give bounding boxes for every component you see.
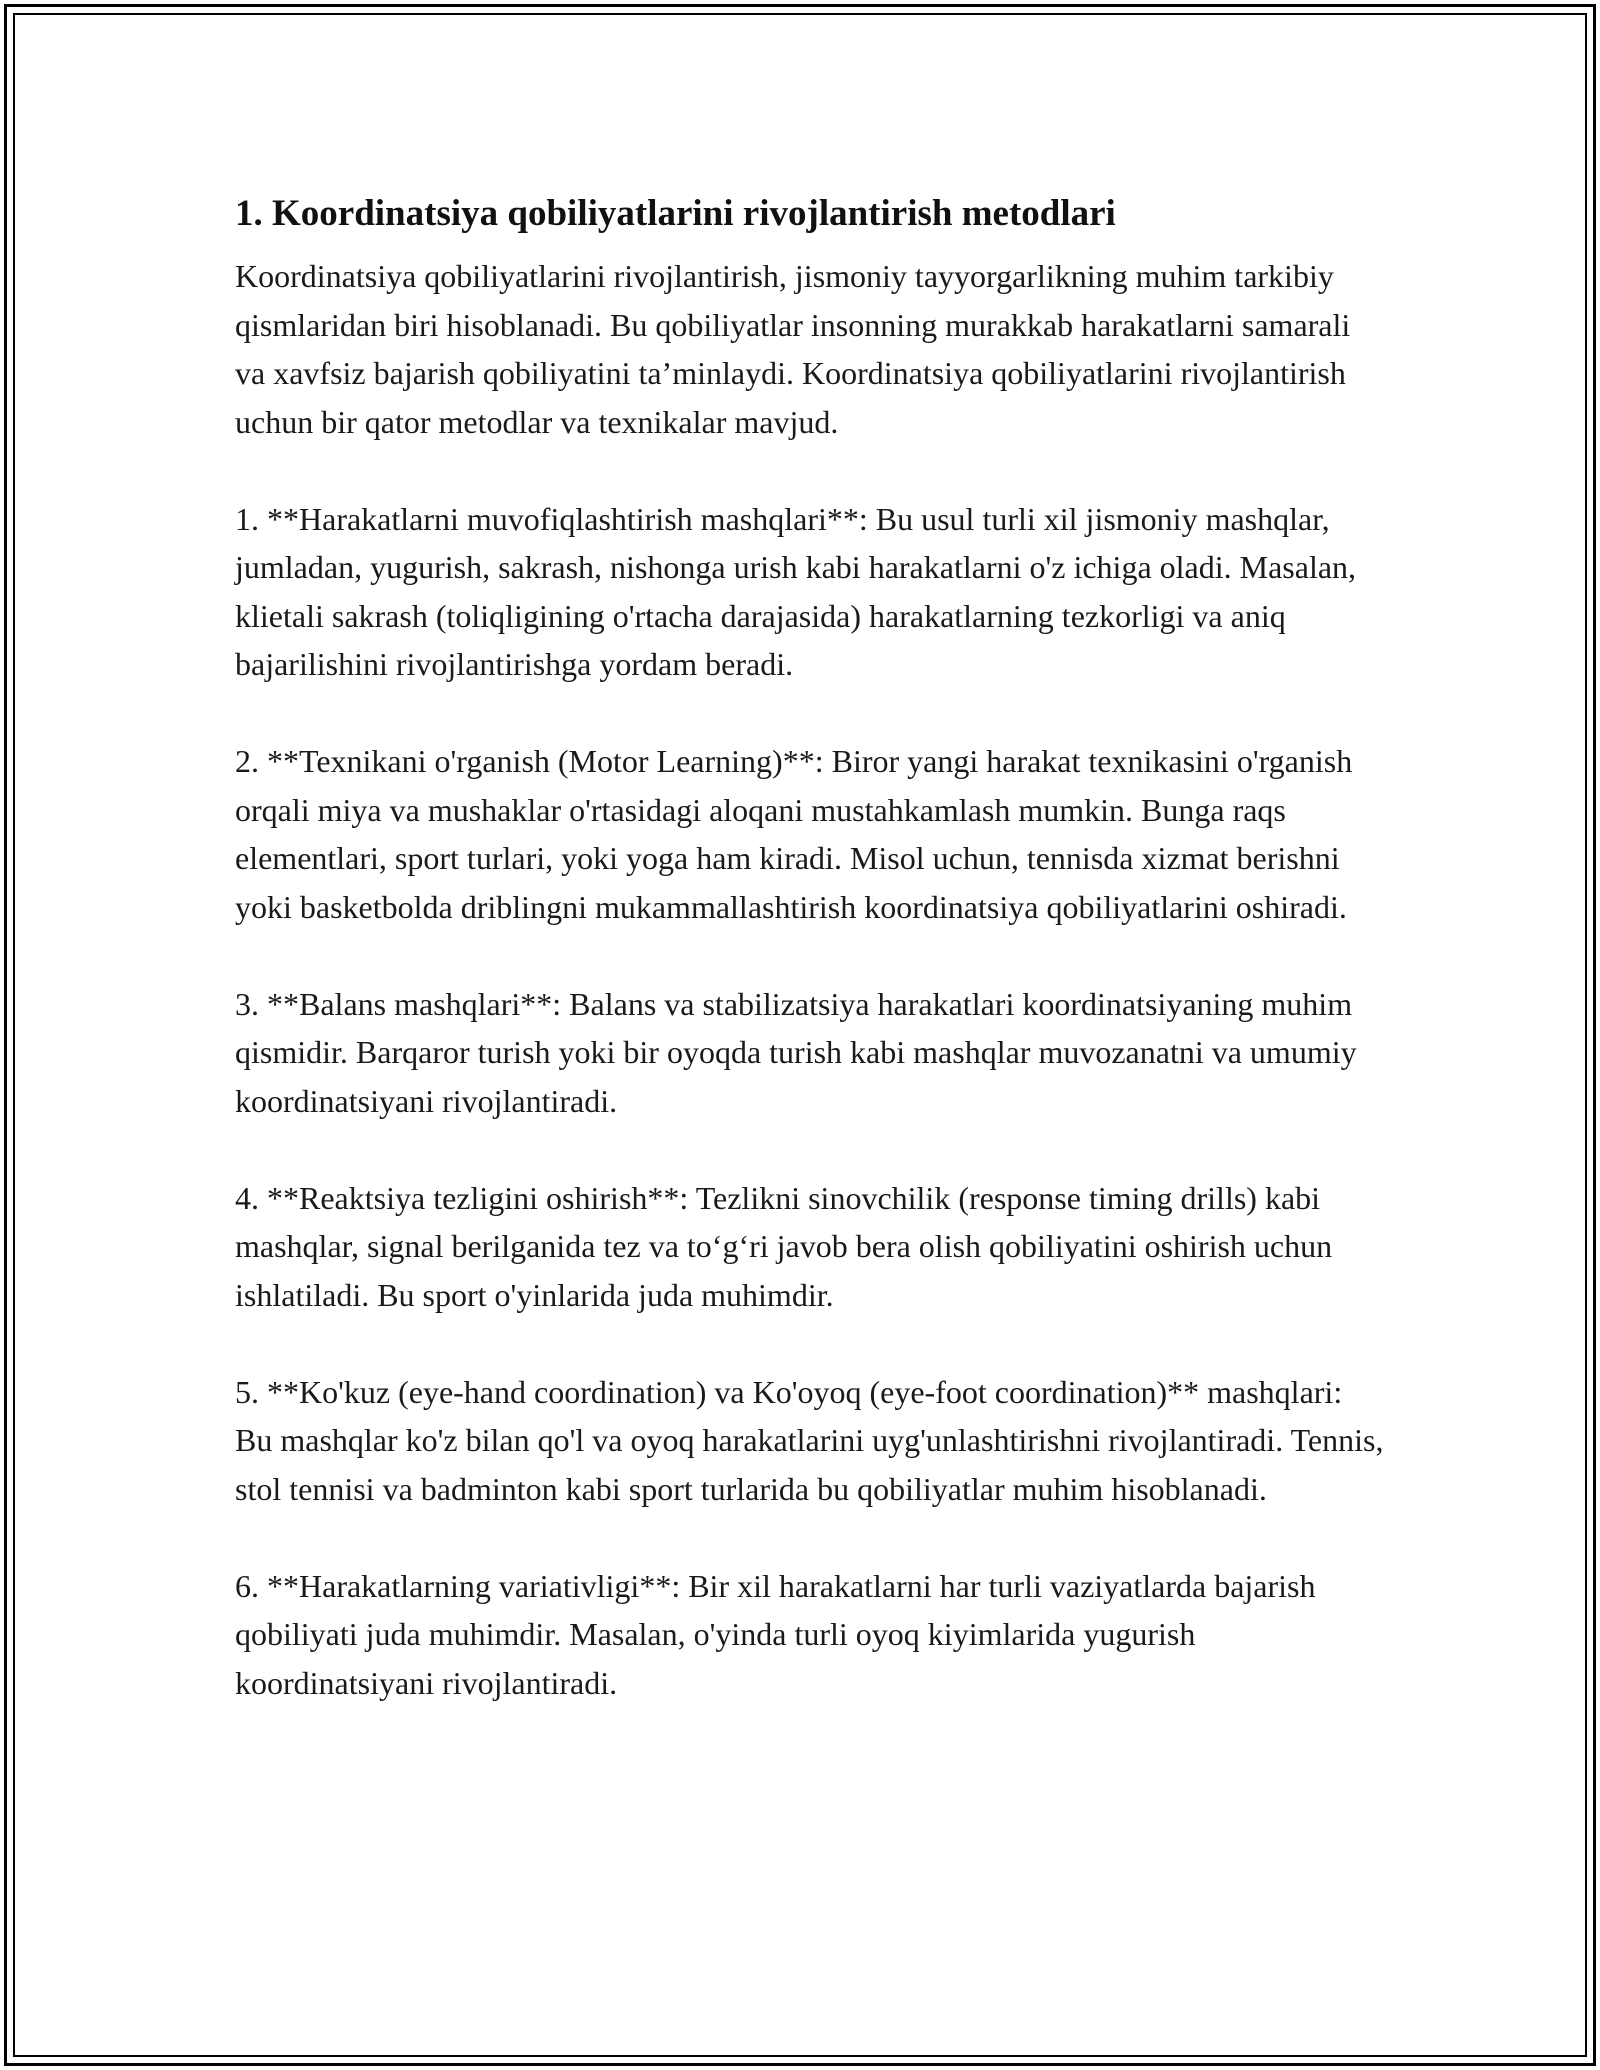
document-title: 1. Koordinatsiya qobiliyatlarini rivojlantirish metodlari xyxy=(235,193,1116,234)
document-body xyxy=(235,188,1385,1707)
list-item-2: 2. **Texnikani o'rganish (Motor Learning)**: Biror yangi harakat texnikasini o'rganish orqali miya va mushaklar o'rtasidagi aloqani mustahkamlash mumkin. Bunga raqs elementlari, sport turlari, yoki yoga ham kiradi. Misol uchun, tennisda xizmat berishni yoki basketbolda driblingni mukammallashtirish koordinatsiya qobiliyatlarini oshiradi. xyxy=(235,743,1353,925)
list-item-1: 1. **Harakatlarni muvofiqlashtirish mashqlari**: Bu usul turli xil jismoniy mashqlar, jumladan, yugurish, sakrash, nishonga urish kabi harakatlarni o'z ichiga oladi. Masalan, klietali sakrash (toliqligining o'rtacha darajasida) harakatlarning tezkorligi va aniq bajarilishini rivojlantirishga yordam beradi. xyxy=(235,500,1357,682)
list-item-4: 4. **Reaktsiya tezligini oshirish**: Tezlikni sinovchilik (response timing drills) kabi mashqlar, signal berilganida tez va to‘g‘ri javob bera olish qobiliyatini oshirish uchun ishlatiladi. Bu sport o'yinlarida juda muhimdir. xyxy=(235,1179,1333,1313)
list-item-5: 5. **Ko'kuz (eye-hand coordination) va Ko'oyoq (eye-foot coordination)** mashqlari: Bu mashqlar ko'z bilan qo'l va oyoq harakatlarini uyg'unlashtirishni rivojlantiradi. Tennis, stol tennisi va badminton kabi sport turlarida bu qobiliyatlar muhim hisoblanadi. xyxy=(235,1373,1384,1507)
intro-paragraph: Koordinatsiya qobiliyatlarini rivojlantirish, jismoniy tayyorgarlikning muhim tarkibiy qismlaridan biri hisoblanadi. Bu qobiliyatlar insonning murakkab harakatlarni samarali va xavfsiz bajarish qobiliyatini ta’minlaydi. Koordinatsiya qobiliyatlarini rivojlantirish uchun bir qator metodlar va texnikalar mavjud. xyxy=(235,258,1351,440)
list-item-3: 3. **Balans mashqlari**: Balans va stabilizatsiya harakatlari koordinatsiyaning muhim qismidir. Barqaror turish yoki bir oyoqda turish kabi mashqlar muvozanatni va umumiy koordinatsiyani rivojlantiradi. xyxy=(235,985,1357,1119)
list-item-6: 6. **Harakatlarning variativligi**: Bir xil harakatlarni har turli vaziyatlarda bajarish qobiliyati juda muhimdir. Masalan, o'yinda turli oyoq kiyimlarida yugurish koordinatsiyani rivojlantiradi. xyxy=(235,1567,1316,1701)
